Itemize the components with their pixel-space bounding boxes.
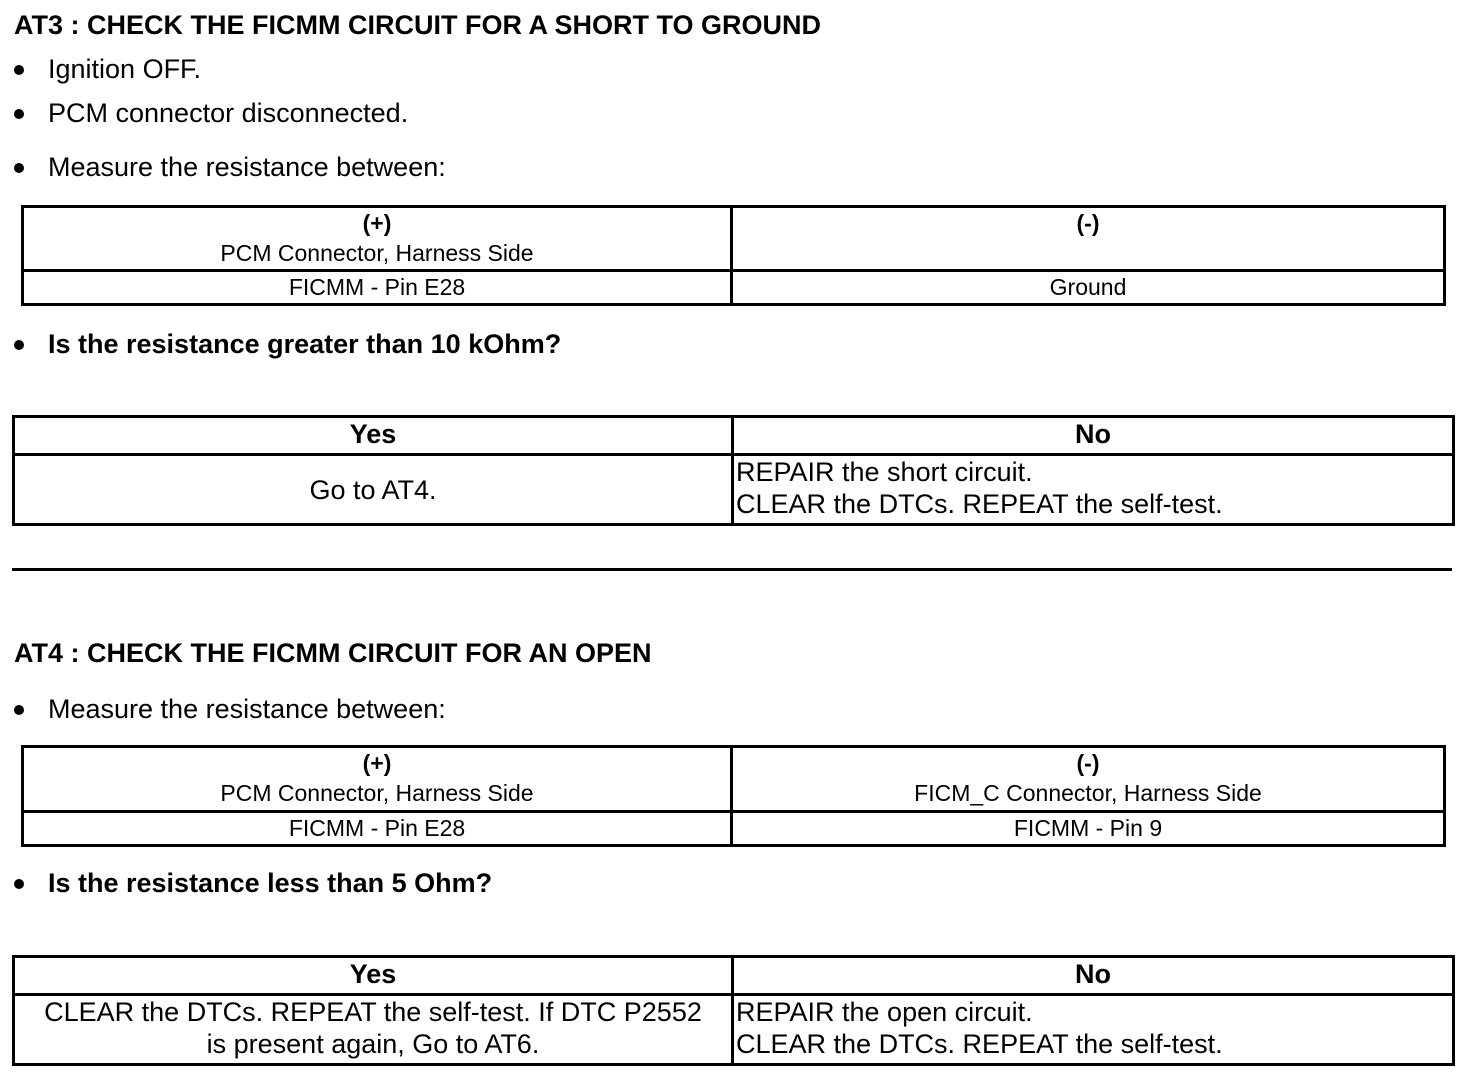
no-header: No <box>733 417 1454 455</box>
no-cell <box>733 995 1454 1065</box>
no-cell <box>733 455 1454 525</box>
no-line: REPAIR the open circuit. <box>736 997 1033 1027</box>
bullet-item <box>14 98 408 129</box>
plus-subheader: PCM Connector, Harness Side <box>220 240 534 266</box>
no-header: No <box>733 957 1454 995</box>
yes-line: CLEAR the DTCs. REPEAT the self-test. If DTC P2552 <box>44 997 702 1027</box>
bullet-item <box>14 694 446 725</box>
bullet-text: Measure the resistance between: <box>48 694 446 724</box>
measurement-table-at4 <box>21 745 1446 847</box>
bullet-icon <box>14 65 24 75</box>
question-item <box>14 868 492 899</box>
result-table-at4 <box>12 955 1455 1066</box>
bullet-item <box>14 152 446 183</box>
section-divider <box>12 568 1452 571</box>
bullet-icon <box>14 705 24 715</box>
bullet-text: Measure the resistance between: <box>48 152 446 182</box>
plus-header-cell <box>23 747 732 812</box>
no-line: CLEAR the DTCs. REPEAT the self-test. <box>736 1029 1223 1059</box>
bullet-icon <box>14 879 24 889</box>
result-table-at3 <box>12 415 1455 526</box>
yes-header: Yes <box>14 957 733 995</box>
plus-header-cell <box>23 207 732 271</box>
bullet-text: PCM connector disconnected. <box>48 98 409 128</box>
minus-value-cell: Ground <box>732 271 1445 305</box>
plus-value-cell: FICMM - Pin E28 <box>23 271 732 305</box>
minus-value-cell: FICMM - Pin 9 <box>732 812 1445 846</box>
section-heading-at3: AT3 : CHECK THE FICMM CIRCUIT FOR A SHORT TO GROUND <box>14 10 821 40</box>
plus-header: (+) <box>362 750 392 776</box>
bullet-icon <box>14 340 24 350</box>
no-line: REPAIR the short circuit. <box>736 457 1033 487</box>
section-heading-at4: AT4 : CHECK THE FICMM CIRCUIT FOR AN OPEN <box>14 638 652 668</box>
bullet-item <box>14 54 201 85</box>
minus-subheader: FICM_C Connector, Harness Side <box>914 780 1262 806</box>
bullet-icon <box>14 109 24 119</box>
minus-header-cell <box>732 747 1445 812</box>
yes-header: Yes <box>14 417 733 455</box>
no-line: CLEAR the DTCs. REPEAT the self-test. <box>736 489 1223 519</box>
yes-cell <box>14 995 733 1065</box>
bullet-icon <box>14 163 24 173</box>
bullet-text: Ignition OFF. <box>48 54 202 84</box>
yes-line: is present again, Go to AT6. <box>206 1029 540 1059</box>
minus-header: (-) <box>1076 210 1100 236</box>
plus-subheader: PCM Connector, Harness Side <box>220 780 534 806</box>
plus-header: (+) <box>362 210 392 236</box>
question-text: Is the resistance greater than 10 kOhm? <box>48 329 562 359</box>
plus-value-cell: FICMM - Pin E28 <box>23 812 732 846</box>
minus-header: (-) <box>1076 750 1100 776</box>
question-text: Is the resistance less than 5 Ohm? <box>48 868 493 898</box>
minus-header-cell <box>732 207 1445 271</box>
measurement-table-at3 <box>21 205 1446 306</box>
question-item <box>14 329 561 360</box>
yes-cell: Go to AT4. <box>14 455 733 525</box>
